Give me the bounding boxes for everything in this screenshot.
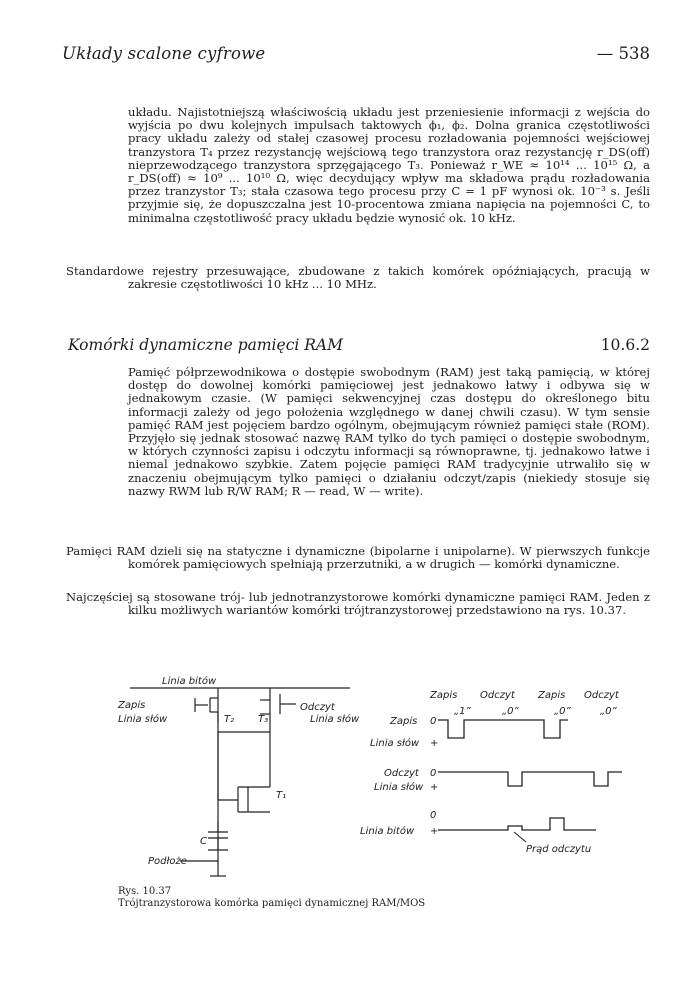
prad-pointer: [514, 832, 526, 842]
timing-header-3: Zapis: [538, 690, 566, 701]
section-number: 10.6.2: [600, 336, 650, 354]
row1-label-b: Linia słów: [370, 738, 420, 749]
row3-plus: +: [430, 826, 439, 837]
label-podloze: Podłoże: [148, 856, 187, 867]
paragraph-continuation: układu. Najistotniejszą właściwością układu jest przeniesienie informacji z wejścia do wyjścia po dwu kolejnych impulsach taktowych ϕ₁, ϕ₂. Dolna granica częstotliwości pracy układu zależy od stałej czasowej procesu rozładowania pojemności wejściowej tranzystora T₄ przez rezystancję wejściową tego tranzystora oraz rezystancję r_DS(off) nieprzewodzącego tranzystora sprzęgającego T₃. Ponieważ r_WE ≈ 10¹⁴ ... 10¹⁵ Ω, a r_DS(off) ≈ 10⁹ ... 10¹⁰ Ω, więc decydujący wpływ ma składowa prądu rozładowania przez tranzystor T₃; stała czasowa tego procesu przy C = 1 pF wynosi ok. 10⁻³ s. Jeśli przyjmie się, że dopuszczalna jest 10-procentowa zmiana napięcia na pojemności C, to minimalna częstotliwość pracy układu będzie wynosić ok. 10 kHz.: [128, 105, 650, 225]
row2-plus: +: [430, 782, 439, 793]
figure-caption: [118, 886, 425, 910]
label-prad-odczytu: Prąd odczytu: [526, 844, 592, 855]
bit-label-3: „0”: [554, 706, 571, 717]
wave-zapis: [438, 720, 568, 738]
bit-label-1: „1”: [454, 706, 471, 717]
row2-label-b: Linia słów: [374, 782, 424, 793]
label-odczyt-mid: Odczyt: [300, 702, 335, 713]
wave-linia-bitow: [438, 818, 596, 830]
label-c: C: [200, 836, 207, 847]
page-number: — 538: [596, 44, 650, 63]
row1-plus: +: [430, 738, 439, 749]
paragraph-shift-registers: Standardowe rejestry przesuwające, zbudowane z takich komórek opóźniających, pracują w zakresie częstotliwości 10 kHz ... 10 MHz.: [66, 264, 650, 292]
figure-10-37: [100, 672, 660, 884]
label-t2: T₂: [224, 714, 235, 725]
timing-header-2: Odczyt: [480, 690, 515, 701]
timing-header-4: Odczyt: [584, 690, 619, 701]
running-title: Układy scalone cyfrowe: [62, 44, 266, 63]
bit-label-4: „0”: [600, 706, 617, 717]
row2-label-a: Odczyt: [384, 768, 419, 779]
label-linia-slow-mid: Linia słów: [310, 714, 360, 725]
row1-label-a: Zapis: [390, 716, 418, 727]
row3-zero: 0: [430, 810, 437, 821]
page-header: [62, 44, 650, 72]
section-heading: [68, 336, 650, 358]
paragraph-ram-definition: Pamięć półprzewodnikowa o dostępie swobodnym (RAM) jest taką pamięcią, w której dostęp do dowolnej komórki pamięciowej jest jednakowo łatwy i odbywa się w jednakowym czasie. (W pamięci sekwencyjnej czas dostępu do określonego bitu informacji zależy od jego położenia względnego w danej chwili czasu). W tym sensie pamięć RAM jest pojęciem bardzo ogólnym, obejmującym również pamięci stałe (ROM). Przyjęło się jednak stosować nazwę RAM tylko do tych pamięci o dostępie swobodnym, w których czynności zapisu i odczytu informacji są równoprawne, tj. jednakowo łatwe i niemal jednakowo szybkie. Zatem pojęcie pamięci RAM tradycyjnie utrwaliło się w znaczeniu obejmującym tylko pamięci o działaniu odczyt/zapis (niekiedy stosuje się nazwy RWM lub R/W RAM; R — read, W — write).: [128, 365, 650, 498]
label-linia-bitow: Linia bitów: [162, 676, 217, 687]
caption-text: Trójtranzystorowa komórka pamięci dynamicznej RAM/MOS: [118, 898, 426, 909]
label-linia-slow-left: Linia słów: [118, 714, 168, 725]
label-t1: T₁: [276, 790, 287, 801]
row2-zero: 0: [430, 768, 437, 779]
label-t3: T₃: [258, 714, 269, 725]
label-zapis: Zapis: [118, 700, 146, 711]
row3-label: Linia bitów: [360, 826, 415, 837]
caption-number: Rys. 10.37: [118, 886, 172, 897]
row1-zero: 0: [430, 716, 437, 727]
timing-header-1: Zapis: [430, 690, 458, 701]
section-title: Komórki dynamiczne pamięci RAM: [68, 336, 343, 354]
paragraph-ram-types: Pamięci RAM dzieli się na statyczne i dynamiczne (bipolarne i unipolarne). W pierwszych funkcje komórek pamięciowych spełniają przerzutniki, a w drugich — komórki dynamiczne.: [66, 544, 650, 572]
paragraph-dynamic-cells: Najczęściej są stosowane trój- lub jednotranzystorowe komórki dynamiczne pamięci RAM. Jeden z kilku możliwych wariantów komórki trójtranzystorowej przedstawiono na rys. 10.37.: [66, 590, 650, 618]
bit-label-2: „0”: [502, 706, 519, 717]
wave-odczyt: [438, 772, 622, 786]
